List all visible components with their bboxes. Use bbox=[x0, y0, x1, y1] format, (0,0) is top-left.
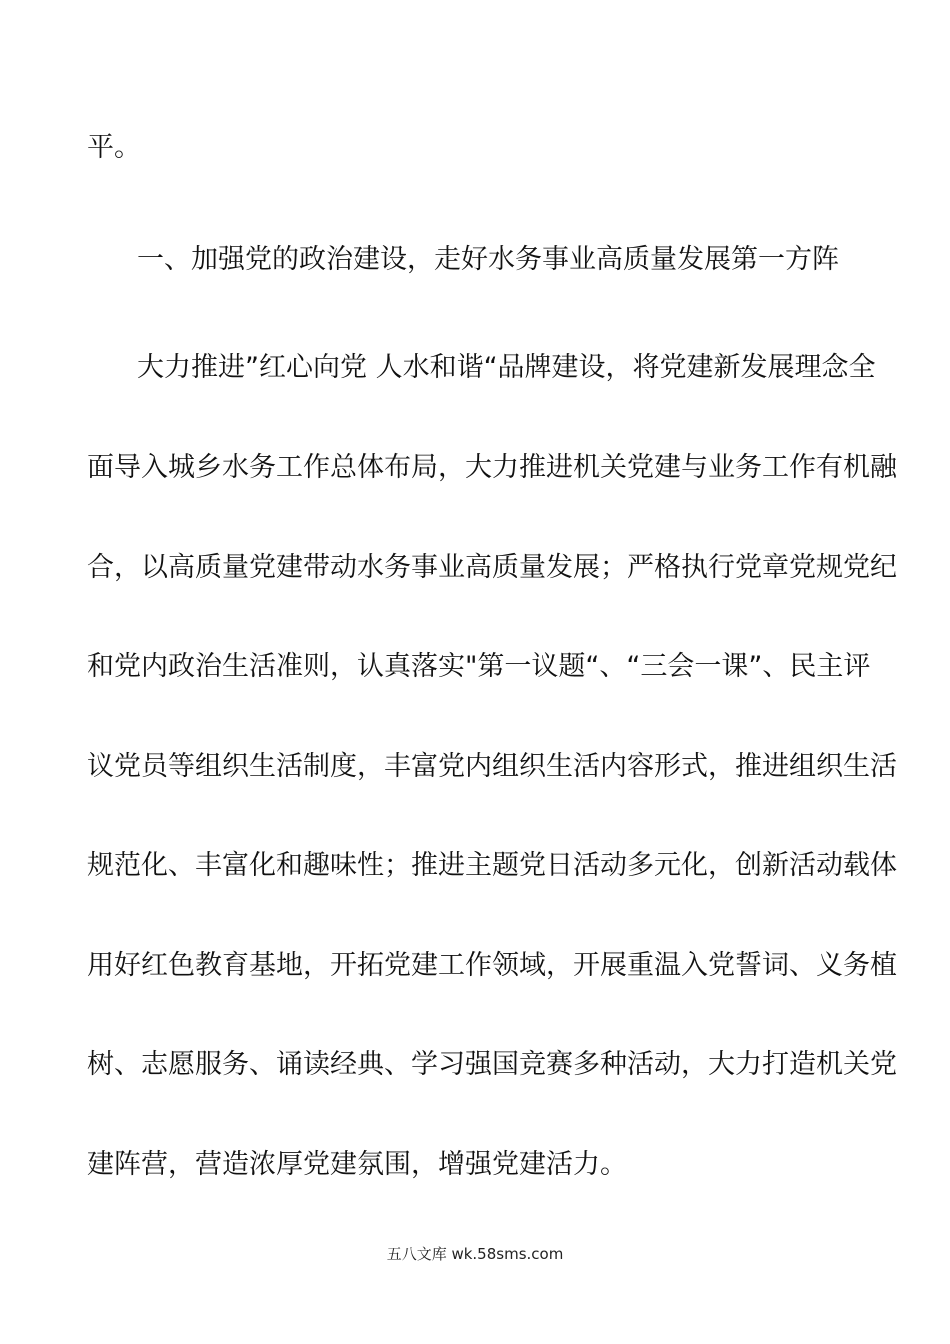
paragraph-line: 树、志愿服务、诵读经典、学习强国竞赛多种活动，大力打造机关党 bbox=[87, 1049, 897, 1080]
paragraph-line: 面导入城乡水务工作总体布局，大力推进机关党建与业务工作有机融 bbox=[87, 452, 897, 483]
paragraph-line: 议党员等组织生活制度，丰富党内组织生活内容形式，推进组织生活 bbox=[87, 751, 897, 782]
paragraph-line: 用好红色教育基地，开拓党建工作领域，开展重温入党誓词、义务植 bbox=[87, 950, 897, 981]
paragraph-line: 和党内政治生活准则，认真落实"第一议题“、“三会一课”、民主评 bbox=[87, 651, 871, 682]
paragraph-line: 大力推进”红心向党 人水和谐“品牌建设，将党建新发展理念全 bbox=[137, 352, 876, 383]
footer-watermark: 五八文库 wk.58sms.com bbox=[386, 1245, 564, 1263]
paragraph-line: 建阵营，营造浓厚党建氛围，增强党建活力。 bbox=[87, 1149, 627, 1180]
carryover-text: 平。 bbox=[87, 132, 141, 163]
paragraph-line: 规范化、丰富化和趣味性；推进主题党日活动多元化，创新活动载体 bbox=[87, 850, 897, 881]
section-heading: 一、加强党的政治建设，走好水务事业高质量发展第一方阵 bbox=[137, 244, 839, 275]
paragraph-line: 合，以高质量党建带动水务事业高质量发展；严格执行党章党规党纪 bbox=[87, 552, 897, 583]
